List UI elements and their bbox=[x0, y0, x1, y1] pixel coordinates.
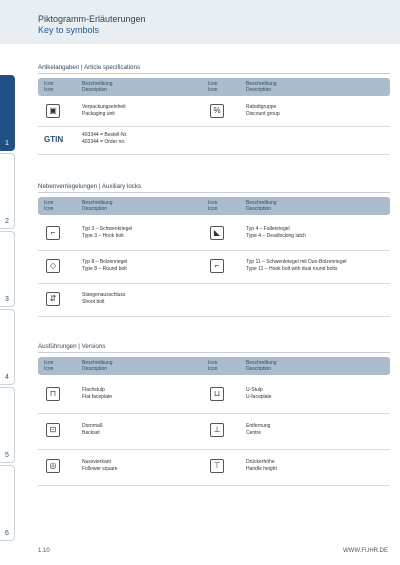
description: 403344 = Bestell-Nr. 403344 = Order no. bbox=[82, 132, 128, 145]
header-icon: Icon Icon bbox=[208, 200, 218, 212]
tab-label: 3 bbox=[5, 296, 9, 303]
description: Typ 8 – Bolzenriegel Type 8 – Round bolt bbox=[82, 259, 128, 272]
description: Flachstulp Flat faceplate bbox=[82, 387, 113, 400]
header-icon: Icon Icon bbox=[208, 360, 218, 372]
table-row bbox=[38, 377, 390, 414]
centre-icon: ⊥ bbox=[210, 423, 224, 437]
header-description: Beschreibung Description bbox=[246, 81, 277, 93]
description: Rabattgruppe Discount group bbox=[246, 104, 280, 117]
description: Typ 11 – Schwenkriegel mit Duo-Bolzenriegel Type 11 – Hook bolt with dual round bolts bbox=[246, 259, 347, 272]
header-icon: Icon Icon bbox=[44, 200, 54, 212]
description: Entfernung Centre bbox=[246, 423, 271, 436]
section-title: Artikelangaben | Article specifications bbox=[38, 64, 141, 71]
page-title-en: Key to symbols bbox=[38, 25, 100, 35]
description: Drückerhöhe Handle height bbox=[246, 459, 277, 472]
table-header bbox=[38, 78, 390, 96]
section-2 bbox=[38, 183, 390, 305]
header-icon: Icon Icon bbox=[208, 81, 218, 93]
latch-icon: ◣ bbox=[210, 226, 224, 240]
table-row bbox=[38, 250, 390, 284]
u-faceplate-icon: ⊔ bbox=[210, 387, 224, 401]
description: Dornmaß Backset bbox=[82, 423, 103, 436]
page-number: 1.10 bbox=[38, 548, 50, 554]
tab-label: 5 bbox=[5, 452, 9, 459]
shoot-bolt-icon: ⇵ bbox=[46, 292, 60, 306]
description: U-Stulp U-faceplate bbox=[246, 387, 272, 400]
table-row bbox=[38, 413, 390, 450]
description: Typ 4 – Fallenriegel Type 4 – Deadlocking latch bbox=[246, 226, 307, 239]
section-title: Nebenverriegelungen | Auxiliary locks bbox=[38, 183, 142, 190]
header-description: Beschreibung Description bbox=[246, 360, 277, 372]
section-1 bbox=[38, 64, 390, 145]
table-row bbox=[38, 98, 390, 127]
divider bbox=[38, 352, 390, 353]
tab-2[interactable] bbox=[0, 153, 15, 229]
table-row bbox=[38, 449, 390, 486]
page-title-de: Piktogramm-Erläuterungen bbox=[38, 14, 146, 24]
tab-5[interactable] bbox=[0, 387, 15, 463]
hook-dual-bolt-icon: ⌐ bbox=[210, 259, 224, 273]
header-icon: Icon Icon bbox=[44, 360, 54, 372]
tab-label: 2 bbox=[5, 218, 9, 225]
discount-icon: % bbox=[210, 104, 224, 118]
table-row bbox=[38, 217, 390, 251]
divider bbox=[38, 73, 390, 74]
table-header bbox=[38, 357, 390, 375]
tab-6[interactable] bbox=[0, 465, 15, 541]
divider bbox=[38, 192, 390, 193]
backset-icon: ⊡ bbox=[46, 423, 60, 437]
table-row bbox=[38, 126, 390, 155]
title-bar bbox=[0, 0, 400, 44]
hook-bolt-icon: ⌐ bbox=[46, 226, 60, 240]
header-description: Beschreibung Description bbox=[82, 200, 113, 212]
follower-square-icon: ◎ bbox=[46, 459, 60, 473]
tab-label: 6 bbox=[5, 530, 9, 537]
description: Stangenausschluss Shoot bolt bbox=[82, 292, 126, 305]
header-icon: Icon Icon bbox=[44, 81, 54, 93]
handle-height-icon: ⊤ bbox=[210, 459, 224, 473]
packaging-icon: ▣ bbox=[46, 104, 60, 118]
tab-4[interactable] bbox=[0, 309, 15, 385]
table-row bbox=[38, 283, 390, 317]
tab-label: 1 bbox=[5, 140, 9, 147]
tab-3[interactable] bbox=[0, 231, 15, 307]
flat-faceplate-icon: ⊓ bbox=[46, 387, 60, 401]
description: Typ 3 – Schwenkriegel Type 3 – Hook bolt bbox=[82, 226, 133, 239]
header-description: Beschreibung Description bbox=[246, 200, 277, 212]
section-title: Ausführungen | Versions bbox=[38, 343, 106, 350]
section-3 bbox=[38, 343, 390, 472]
website-link[interactable]: WWW.FUHR.DE bbox=[343, 548, 388, 554]
description: Nussvierkant Follower square bbox=[82, 459, 118, 472]
round-bolt-icon: ◇ bbox=[46, 259, 60, 273]
tab-label: 4 bbox=[5, 374, 9, 381]
header-description: Beschreibung Description bbox=[82, 360, 113, 372]
tab-1[interactable] bbox=[0, 75, 15, 151]
header-description: Beschreibung Description bbox=[82, 81, 113, 93]
gtin-label: GTIN bbox=[44, 135, 64, 144]
table-header bbox=[38, 197, 390, 215]
description: Verpackungseinheit Packaging unit bbox=[82, 104, 126, 117]
